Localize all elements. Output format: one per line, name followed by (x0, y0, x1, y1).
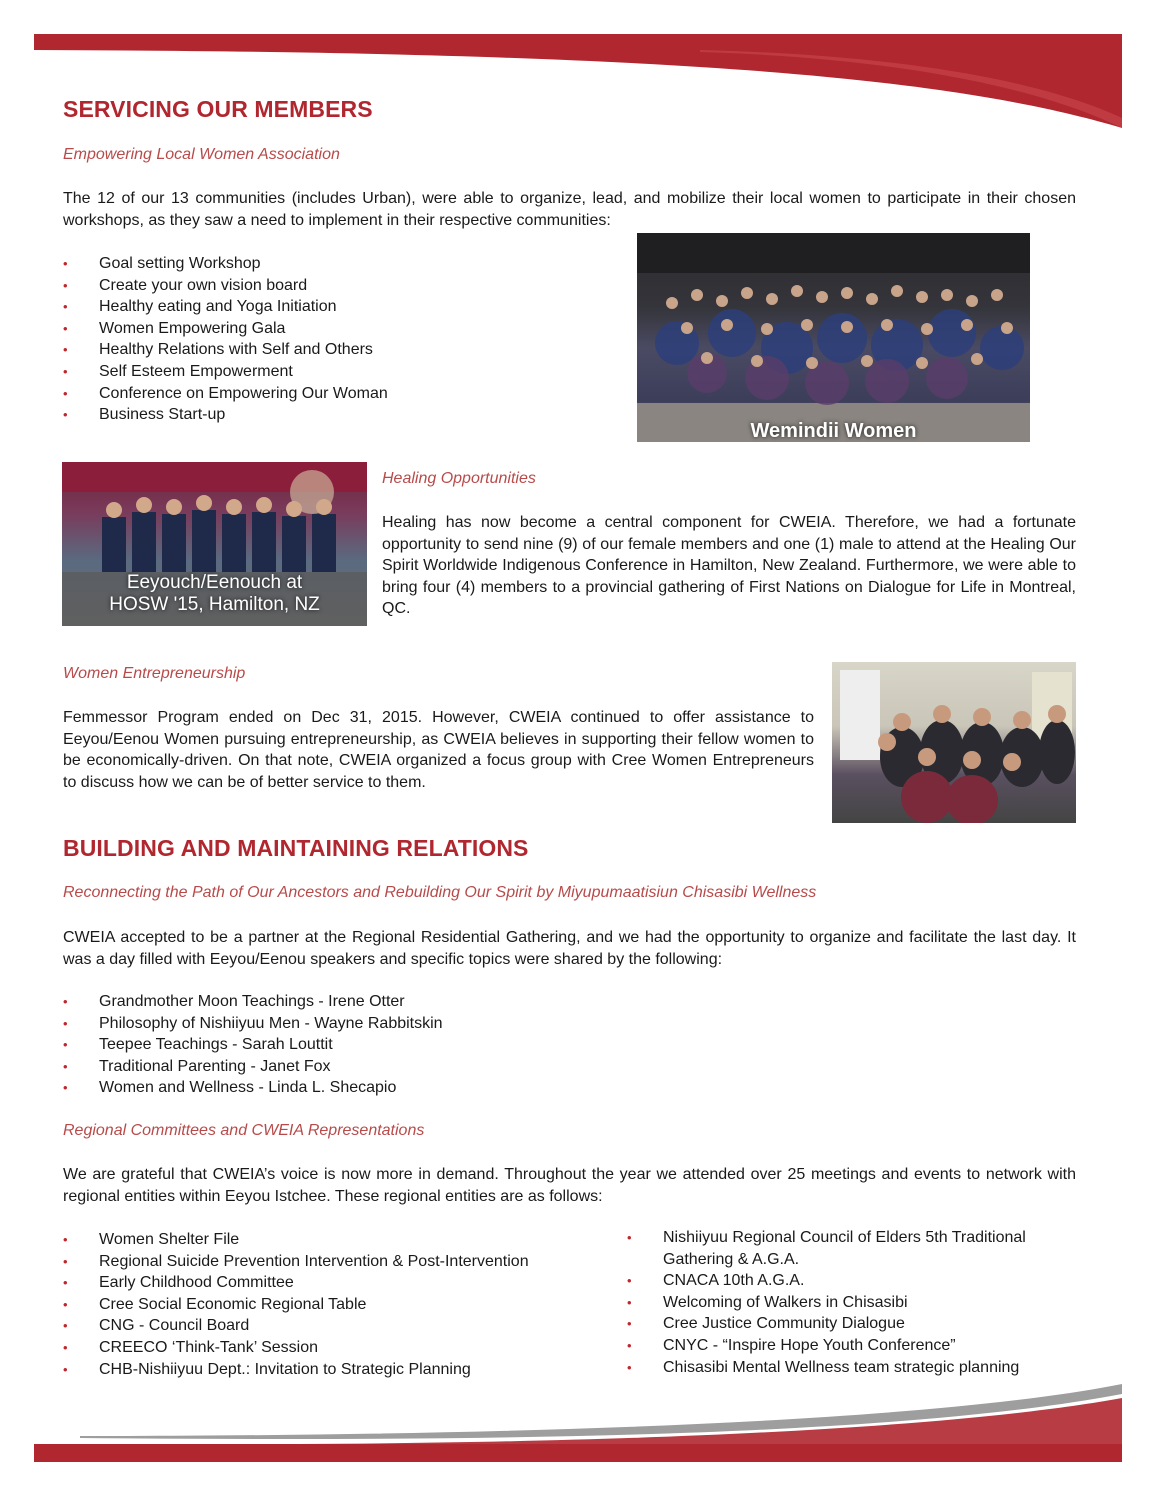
subheading-healing: Healing Opportunities (382, 470, 536, 487)
workshop-item: • Healthy Relations with Self and Others (63, 339, 583, 361)
entity-item: • CREECO ‘Think-Tank’ Session (63, 1337, 608, 1359)
entity-item: • CNYC - “Inspire Hope Youth Conference” (627, 1335, 1082, 1357)
entity-item: • CHB-Nishiiyuu Dept.: Invitation to Strategic Planning (63, 1359, 608, 1381)
entity-item: • Regional Suicide Prevention Intervention & Post-Intervention (63, 1251, 608, 1273)
entity-item: • Welcoming of Walkers in Chisasibi (627, 1292, 1082, 1314)
paragraph-reconnecting: CWEIA accepted to be a partner at the Regional Residential Gathering, and we had the opportunity to organize and facilitate the last day. It was a day filled with Eeyou/Eenou speakers and specific topics were shared by the following: (63, 929, 1076, 968)
workshop-item: • Create your own vision board (63, 275, 583, 297)
speaker-item: • Women and Wellness - Linda L. Shecapio (63, 1077, 763, 1099)
workshop-item: • Goal setting Workshop (63, 253, 583, 275)
photo-caption-wemindii: Wemindii Women (750, 420, 917, 442)
speaker-item: • Traditional Parenting - Janet Fox (63, 1056, 763, 1078)
paragraph-healing: Healing has now become a central component for CWEIA. Therefore, we had a fortunate opportunity to send nine (9) of our female members and one (1) male to attend at the Healing Our Spirit Worldwide Indigenous Conference in Hamilton, New Zealand. Furthermore, we were able to bring four (4) members to a provincial gathering of First Nations on Dialogue for Life in Montreal, QC. (382, 514, 1076, 617)
paragraph-entrepreneurship: Femmessor Program ended on Dec 31, 2015. However, CWEIA continued to offer assistance to Eeyou/Eenou Women pursuing entrepreneurship, as CWEIA believes in supporting their fellow women to be economically-driven. On that note, CWEIA organized a focus group with Cree Women Entrepreneurs to discuss how we can be of better service to them. (63, 709, 814, 791)
subheading-committees: Regional Committees and CWEIA Representations (63, 1122, 425, 1139)
section-heading-relations: BUILDING AND MAINTAINING RELATIONS (63, 835, 529, 861)
entity-item: • Women Shelter File (63, 1229, 608, 1251)
group-photo-wemindii (637, 233, 1030, 442)
photo-caption-hosw-line2: HOSW '15, Hamilton, NZ (109, 594, 320, 615)
workshop-item: • Business Start-up (63, 404, 583, 426)
subheading-women-association: Empowering Local Women Association (63, 146, 340, 163)
entity-item: • Nishiiyuu Regional Council of Elders 5th Traditional Gathering & A.G.A. (627, 1227, 1082, 1270)
entity-item: • CNG - Council Board (63, 1315, 608, 1337)
speaker-list (63, 991, 763, 1099)
speaker-item: • Grandmother Moon Teachings - Irene Otter (63, 991, 763, 1013)
entity-item: • Early Childhood Committee (63, 1272, 608, 1294)
photo-caption-hosw-line1: Eeyouch/Eenouch at (126, 572, 303, 593)
workshop-list (63, 253, 583, 426)
paragraph-committees: We are grateful that CWEIA’s voice is now more in demand. Throughout the year we attended over 25 meetings and events to network with regional entities within Eeyou Istchee. These regional entities are as follows: (63, 1166, 1076, 1205)
entity-item: • Chisasibi Mental Wellness team strategic planning (627, 1357, 1082, 1379)
bottom-banner (0, 1380, 1156, 1470)
group-photo-entrepreneurs (832, 662, 1076, 823)
workshop-item: • Conference on Empowering Our Woman (63, 383, 583, 405)
subheading-entrepreneurship: Women Entrepreneurship (63, 665, 246, 682)
entity-item: • Cree Justice Community Dialogue (627, 1313, 1082, 1335)
entity-list-left (63, 1229, 608, 1380)
entity-list-right (627, 1227, 1082, 1378)
speaker-item: • Philosophy of Nishiiyuu Men - Wayne Rabbitskin (63, 1013, 763, 1035)
subheading-reconnecting: Reconnecting the Path of Our Ancestors and Rebuilding Our Spirit by Miyupumaatisiun Chisasibi Wellness (63, 884, 817, 901)
paragraph-women-association: The 12 of our 13 communities (includes Urban), were able to organize, lead, and mobilize their local women to participate in their chosen workshops, as they saw a need to implement in their respective communities: (63, 190, 1076, 229)
speaker-item: • Teepee Teachings - Sarah Louttit (63, 1034, 763, 1056)
group-photo-hosw (62, 462, 367, 626)
workshop-item: • Healthy eating and Yoga Initiation (63, 296, 583, 318)
photo-caption-hosw (62, 572, 367, 616)
section-heading-servicing: SERVICING OUR MEMBERS (63, 96, 373, 122)
entity-item: • Cree Social Economic Regional Table (63, 1294, 608, 1316)
workshop-item: • Women Empowering Gala (63, 318, 583, 340)
entity-item: • CNACA 10th A.G.A. (627, 1270, 1082, 1292)
workshop-item: • Self Esteem Empowerment (63, 361, 583, 383)
